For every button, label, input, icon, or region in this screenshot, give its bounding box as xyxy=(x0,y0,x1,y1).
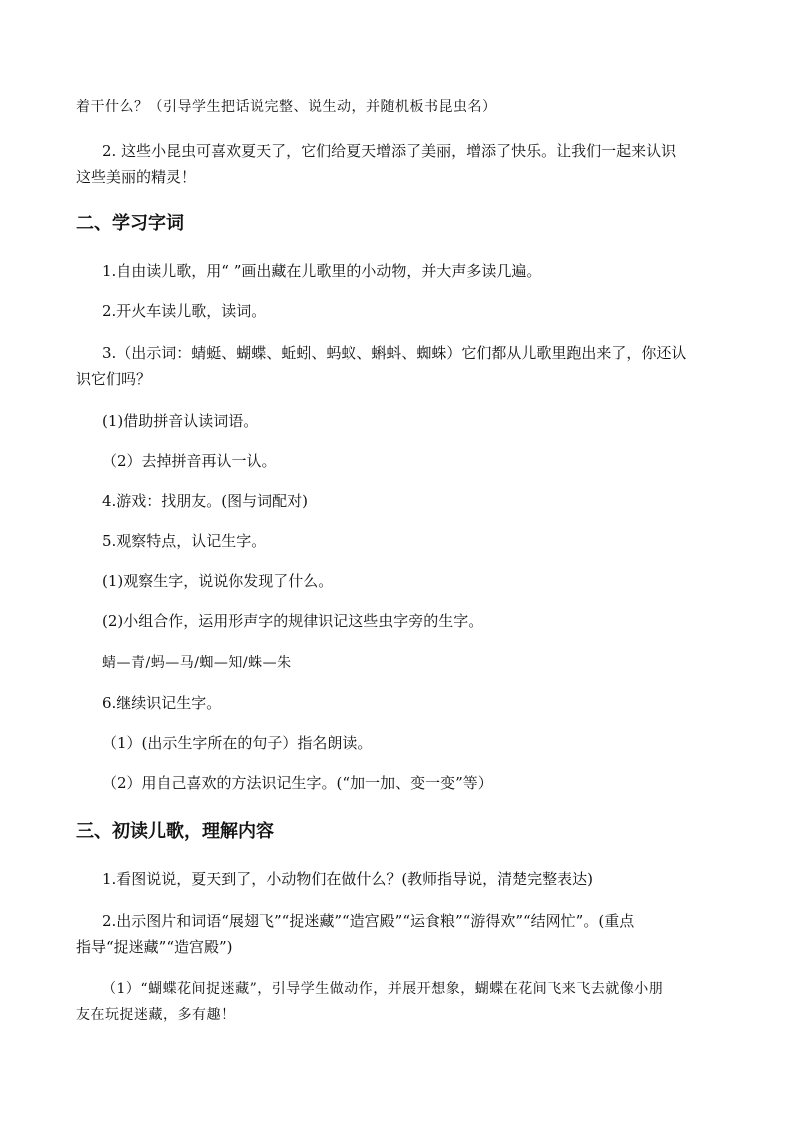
step-5-sub-1: (1)观察生字，说说你发现了什么。 xyxy=(102,572,334,590)
step-2: 2.开火车读儿歌，读词。 xyxy=(102,302,267,320)
step-3-sub-1: (1)借助拼音认读词语。 xyxy=(102,412,259,430)
step-3-sub-2: （2）去掉拼音再认一认。 xyxy=(102,452,277,470)
step-5-sub-2: (2)小组合作，运用形声字的规律识记这些虫字旁的生字。 xyxy=(102,612,484,630)
reading-step-1: 1.看图说说，夏天到了，小动物们在做什么？(教师指导说，清楚完整表达) xyxy=(102,870,594,888)
reading-step-2-line-2: 指导“捉迷藏”“造宫殿”) xyxy=(76,938,233,956)
step-6-sub-2: （2）用自己喜欢的方法识记生字。(“加一加、变一变”等） xyxy=(102,774,493,792)
step-5-character-pairs: 蜻—青/蚂—马/蜘—知/蛛—朱 xyxy=(102,655,292,671)
section-heading-2: 二、学习字词 xyxy=(76,213,184,234)
step-5: 5.观察特点，认记生字。 xyxy=(102,532,267,550)
paragraph-2-line-2: 这些美丽的精灵！ xyxy=(76,168,197,186)
step-1: 1.自由读儿歌，用“ ”画出藏在儿歌里的小动物，并大声多读几遍。 xyxy=(102,262,542,280)
section-heading-3: 三、初读儿歌，理解内容 xyxy=(76,821,274,842)
step-6: 6.继续识记生字。 xyxy=(102,694,222,712)
reading-step-2-sub-1-line-1: （1）“蝴蝶花间捉迷藏”，引导学生做动作，并展开想象，蝴蝶在花间飞来飞去就像小朋 xyxy=(102,981,664,997)
reading-step-2-line-1: 2.出示图片和词语“展翅飞”“捉迷藏”“造宫殿”“运食粮”“游得欢”“结网忙”。(重点 xyxy=(102,912,635,930)
paragraph-2-line-1: 2. 这些小昆虫可喜欢夏天了，它们给夏天增添了美丽，增添了快乐。让我们一起来认识 xyxy=(102,142,677,160)
step-4: 4.游戏：找朋友。(图与词配对) xyxy=(102,492,309,510)
reading-step-2-sub-1-line-2: 友在玩捉迷藏，多有趣！ xyxy=(76,1007,236,1023)
step-6-sub-1: （1）(出示生字所在的句子）指名朗读。 xyxy=(102,734,373,752)
step-3-line-2: 识它们吗？ xyxy=(76,370,152,388)
paragraph-intro-continuation: 着干什么？（引导学生把话说完整、说生动，并随机板书昆虫名） xyxy=(76,99,497,115)
step-3-line-1: 3.（出示词：蜻蜓、蝴蝶、蚯蚓、蚂蚁、蝌蚪、蜘蛛）它们都从儿歌里跑出来了，你还认 xyxy=(102,344,687,362)
